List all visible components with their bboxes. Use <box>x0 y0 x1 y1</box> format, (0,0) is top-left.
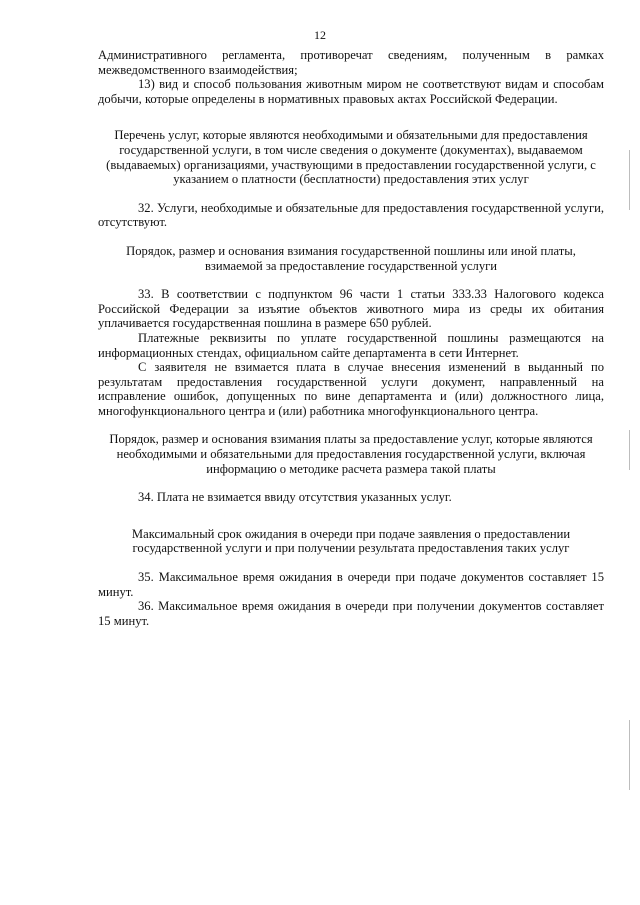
scan-margin-mark <box>629 430 630 470</box>
paragraph-item-13: 13) вид и способ пользования животным миром не соответствуют видам и способам добычи, которые определены в нормативных правовых актах Российской Федерации. <box>98 77 604 106</box>
heading-state-duty: Порядок, размер и основания взимания государственной пошлины или иной платы, взимаемой за предоставление государственной услуги <box>126 243 576 273</box>
scan-margin-mark <box>629 720 630 790</box>
paragraph-35: 35. Максимальное время ожидания в очереди при подаче документов составляет 15 минут. <box>98 570 604 599</box>
document-body <box>98 48 604 628</box>
heading-required-services: Перечень услуг, которые являются необходимыми и обязательными для предоставления государственной услуги, в том числе сведения о документе (документах), выдаваемом (выдаваемых) организациями, участвующими в предоставлении государственной услуги, с указанием о платности (бесплатности) предоставления этих услуг <box>106 128 596 187</box>
paragraph-no-fee-corrections: С заявителя не взимается плата в случае внесения изменений в выданный по результатам предоставления государственной услуги документ, направленный на исправление ошибок, допущенных по вине департамента и (или) должностного лица, многофункционального центра и (или) работника многофункционального центра. <box>98 360 604 418</box>
paragraph-32: 32. Услуги, необходимые и обязательные для предоставления государственной услуги, отсутствуют. <box>98 200 604 230</box>
page-number: 12 <box>314 28 326 42</box>
paragraph-continuation: Административного регламента, противоречат сведениям, полученным в рамках межведомственного взаимодействия; <box>98 48 604 77</box>
paragraph-36: 36. Максимальное время ожидания в очереди при получении документов составляет 15 минут. <box>98 599 604 628</box>
heading-queue-time: Максимальный срок ожидания в очереди при подаче заявления о предоставлении государственной услуги и при получении результата предоставления таких услуг <box>131 526 571 556</box>
paragraph-33: 33. В соответствии с подпунктом 96 части 1 статьи 333.33 Налогового кодекса Российской Федерации за изъятие объектов животного мира из среды их обитания уплачивается государственная пошлина в размере 650 рублей. <box>98 287 604 331</box>
scan-margin-mark <box>629 150 630 210</box>
heading-service-payment: Порядок, размер и основания взимания платы за предоставление услуг, которые являются необходимыми и обязательными для предоставления государственной услуги, включая информацию о методике расчета размера такой платы <box>109 432 593 476</box>
paragraph-payment-requisites: Платежные реквизиты по уплате государственной пошлины размещаются на информационных стендах, официальном сайте департамента в сети Интернет. <box>98 330 604 360</box>
paragraph-34: 34. Плата не взимается ввиду отсутствия указанных услуг. <box>138 490 452 505</box>
